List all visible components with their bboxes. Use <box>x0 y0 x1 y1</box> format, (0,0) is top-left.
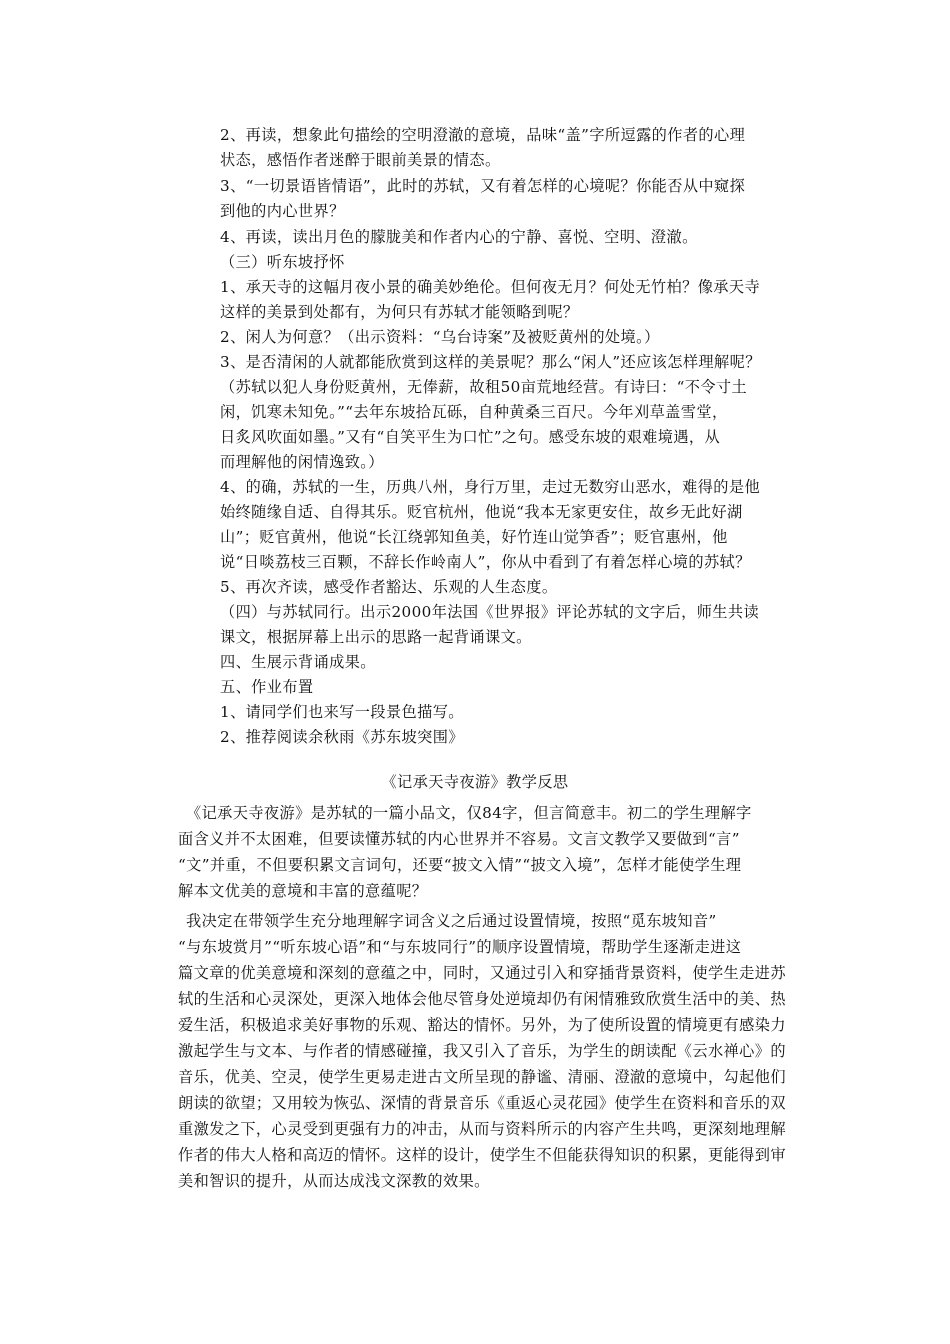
text-line: 篇文章的优美意境和深刻的意蕴之中，同时，又通过引入和穿插背景资料，使学生走进苏 <box>178 964 786 982</box>
text-line: 面含义并不太困难，但要读懂苏轼的内心世界并不容易。文言文教学又要做到“言” <box>178 830 740 848</box>
text-line: 始终随缘自适、自得其乐。贬官杭州，他说“我本无家更安住，故乡无此好湖 <box>220 503 743 521</box>
text-line: 2、再读，想象此句描绘的空明澄澈的意境，品味“盖”字所逗露的作者的心理 <box>220 126 746 144</box>
text-line: 激起学生与文本、与作者的情感碰撞，我又引入了音乐，为学生的朗读配《云水禅心》的 <box>178 1042 786 1060</box>
text-line: 而理解他的闲情逸致。） <box>220 453 384 471</box>
text-line: “与东坡赏月”“听东坡心语”和“与东坡同行”的顺序设置情境，帮助学生逐渐走进这 <box>178 938 742 956</box>
text-line: 说“日啖荔枝三百颗，不辞长作岭南人”，你从中看到了有着怎样心境的苏轼？ <box>220 553 751 571</box>
text-line: 闲，饥寒未知免。”“去年东坡拾瓦砾，自种黄桑三百尺。今年刈草盖雪堂， <box>220 403 728 421</box>
text-line: 1、请同学们也来写一段景色描写。 <box>220 703 464 721</box>
text-line: 4、的确，苏轼的一生，历典八州，身行万里，走过无数穷山恶水，难得的是他 <box>220 478 761 496</box>
text-line: 音乐，优美、空灵，使学生更易走进古文所呈现的静谧、清丽、澄澈的意境中，勾起他们 <box>178 1068 786 1086</box>
section-heading: （四）与苏轼同行。出示2000年法国《世界报》评论苏轼的文字后，师生共读 <box>220 603 760 621</box>
text-line: 3、“一切景语皆情语”，此时的苏轼，又有着怎样的心境呢？你能否从中窥探 <box>220 177 746 195</box>
text-line: （苏轼以犯人身份贬黄州，无俸薪，故租50亩荒地经营。有诗曰：“不令寸土 <box>220 378 748 396</box>
reflection-title: 《记承天寺夜游》教学反思 <box>381 773 569 791</box>
text-line: 1、承天寺的这幅月夜小景的确美妙绝伦。但何夜无月？何处无竹柏？像承天寺 <box>220 278 761 296</box>
text-line: 这样的美景到处都有，为何只有苏轼才能领略到呢？ <box>220 303 579 321</box>
text-line: 我决定在带领学生充分地理解字词含义之后通过设置情境，按照“觅东坡知音” <box>186 912 717 930</box>
text-line: 《记承天寺夜游》是苏轼的一篇小品文，仅84字，但言简意丰。初二的学生理解字 <box>186 804 752 822</box>
section-heading: （三）听东坡抒怀 <box>220 253 345 271</box>
text-line: 作者的伟大人格和高迈的情怀。这样的设计，使学生不但能获得知识的积累，更能得到审 <box>178 1146 786 1164</box>
text-line: “文”并重，不但要积累文言词句，还要“披文入情”“披文入境”，怎样才能使学生理 <box>178 856 742 874</box>
text-line: 状态，感悟作者迷醉于眼前美景的情态。 <box>220 151 501 169</box>
text-line: 解本文优美的意境和丰富的意蕴呢？ <box>178 882 428 900</box>
text-line: 美和智识的提升，从而达成浅文深教的效果。 <box>178 1172 490 1190</box>
text-line: 到他的内心世界？ <box>220 202 345 220</box>
text-line: 课文，根据屏幕上出示的思路一起背诵课文。 <box>220 628 532 646</box>
section-heading: 四、生展示背诵成果。 <box>220 653 376 671</box>
text-line: 5、再次齐读，感受作者豁达、乐观的人生态度。 <box>220 578 558 596</box>
text-line: 重激发之下，心灵受到更强有力的冲击，从而与资料所示的内容产生共鸣，更深刻地理解 <box>178 1120 786 1138</box>
text-line: 朗读的欲望；又用较为恢弘、深情的背景音乐《重返心灵花园》使学生在资料和音乐的双 <box>178 1094 786 1112</box>
text-line: 2、推荐阅读余秋雨《苏东坡突围》 <box>220 728 464 746</box>
text-line: 3、是否清闲的人就都能欣赏到这样的美景呢？那么“闲人”还应该怎样理解呢？ <box>220 353 761 371</box>
text-line: 轼的生活和心灵深处，更深入地体会他尽管身处逆境却仍有闲情雅致欣赏生活中的美、热 <box>178 990 786 1008</box>
text-line: 山”；贬官黄州，他说“长江绕郭知鱼美，好竹连山觉笋香”；贬官惠州，他 <box>220 528 728 546</box>
text-line: 爱生活，积极追求美好事物的乐观、豁达的情怀。另外，为了使所设置的情境更有感染力 <box>178 1016 786 1034</box>
text-line: 2、闲人为何意？（出示资料：“乌台诗案”及被贬黄州的处境。） <box>220 328 660 346</box>
text-line: 日炙风吹面如墨。”又有“自笑平生为口忙”之句。感受东坡的艰难境遇，从 <box>220 428 721 446</box>
text-line: 4、再读，读出月色的朦胧美和作者内心的宁静、喜悦、空明、澄澈。 <box>220 228 698 246</box>
section-heading: 五、作业布置 <box>220 678 314 696</box>
